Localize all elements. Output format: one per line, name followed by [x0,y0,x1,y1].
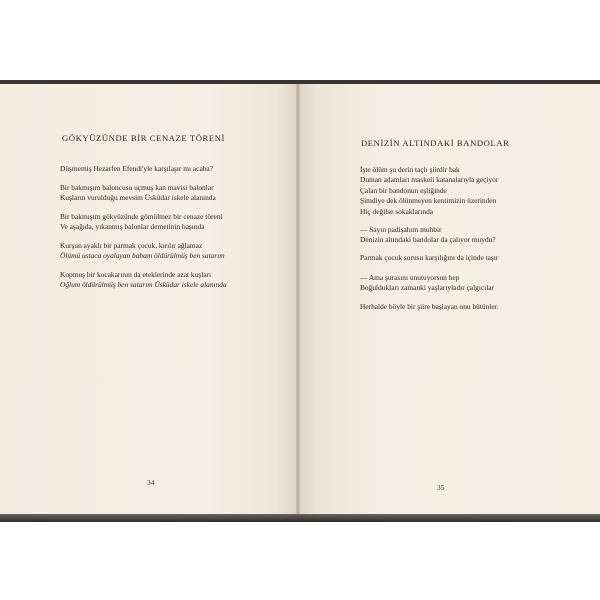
right-stanza-1 [360,165,498,217]
book-bottom-edge [0,514,600,522]
poem-line: Denizin altındaki bandolar da çalıyor muydu? [360,235,496,245]
poem-line: Duman adamları maskeli katanalarıyla geçiyor [360,175,499,185]
left-stanza-1 [60,164,213,174]
right-page-number: 35 [437,483,445,492]
poem-line: Bir bakmışım gökyüzünde gömülmez bir cenaze töreni [60,212,223,221]
right-page [298,84,600,516]
poem-line: — Ama şurasını unutuyorsun hep [360,273,460,282]
poem-line: Kuşların vurulduğu mevsim Üsküdar iskele alanında [60,193,216,203]
poem-line: Çalan bir bandonun eşliğinde [360,185,447,195]
right-stanza-2 [360,225,496,246]
left-stanza-3 [60,212,223,233]
left-stanza-4 [60,241,225,262]
right-stanza-5 [360,302,499,312]
poem-line-italic: Ölümü ustaca oyalayan babam öldürülmüş ben satarım [60,251,225,261]
left-page-number: 34 [147,478,155,487]
poem-line: Ve aşağıda, yıkanmış balonlar demetinin başında [60,222,205,232]
book-gutter [296,84,300,516]
poem-line: Kurşun ayaklı bir parmak çocuk, kırılır ağlamaz [60,241,203,250]
poem-line-italic: Oğlum öldürülmüş ben satarım Üsküdar iskele alanında [60,280,227,290]
poem-line: Kopmuş bir kocakarının da eteklerinde azat kuşları [60,270,212,279]
poem-line: Bir bakmışım baloncusu uçmuş kan mavisi balonlar [60,183,214,192]
poem-line: Boğuldukları zamanki yaşlarıyladır çalgıcılar [360,283,495,293]
left-page [0,84,298,516]
poem-line: Şimdiye dek ölünmeyen kentimizin üzerinden [360,196,497,206]
left-stanza-5 [60,270,227,291]
right-stanza-4 [360,273,494,294]
poem-line: İşte ölüm şu derin taçlı şiirdir bak [360,165,460,174]
left-poem-title: GÖKYÜZÜNDE BİR CENAZE TÖRENİ [62,133,225,143]
right-poem-title: DENİZİN ALTINDAKİ BANDOLAR [361,138,510,148]
poem-line: Herhalde böyle bir şiire başlayan onu bütünler. [360,302,499,311]
poem-line: — Sayın padişahım muhbir [360,225,442,234]
right-stanza-3 [360,253,498,263]
poem-line: Hiç değilse sokaklarında [360,206,434,216]
left-stanza-2 [60,183,216,204]
poem-line: Parmak çocuk sorusu karşılığını da içinde taşır [360,253,499,262]
poem-line: Düşmemiş Hezarfen Efendi'yle karşılaşır mı acaba? [60,164,213,173]
